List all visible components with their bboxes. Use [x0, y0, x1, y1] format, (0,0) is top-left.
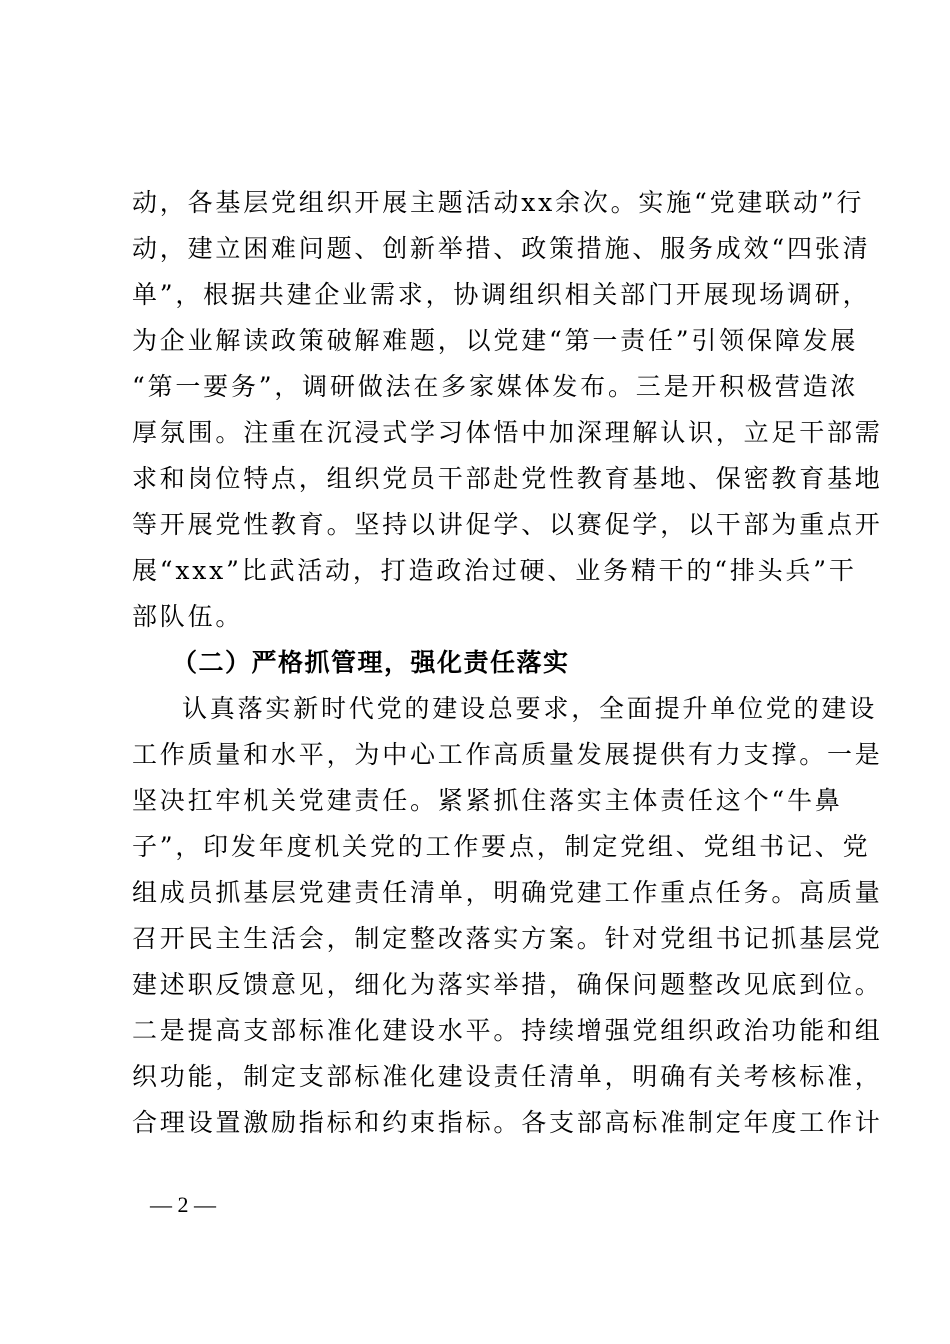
- body-text: [132, 180, 883, 1146]
- paragraph-line: 织功能，制定支部标准化建设责任清单，明确有关考核标准，: [132, 1062, 883, 1091]
- paragraph-line: 二是提高支部标准化建设水平。持续增强党组织政治功能和组: [132, 1016, 883, 1045]
- paragraph-line: 合理设置激励指标和约束指标。各支部高标准制定年度工作计: [132, 1108, 883, 1137]
- paragraph-line: 组成员抓基层党建责任清单，明确党建工作重点任务。高质量: [132, 878, 883, 907]
- paragraph-line: 动，各基层党组织开展主题活动xx余次。实施“党建联动”行: [132, 188, 865, 217]
- paragraph-line: 单”，根据共建企业需求，协调组织相关部门开展现场调研，: [132, 280, 871, 309]
- paragraph-line: “第一要务”，调研做法在多家媒体发布。三是开积极营造浓: [132, 372, 859, 401]
- paragraph-line: 厚氛围。注重在沉浸式学习体悟中加深理解认识，立足干部需: [132, 418, 883, 447]
- paragraph-line: 动，建立困难问题、创新举措、政策措施、服务成效“四张清: [132, 234, 871, 263]
- paragraph-line: 等开展党性教育。坚持以讲促学、以赛促学，以干部为重点开: [132, 510, 883, 539]
- page-number: — 2 —: [150, 1192, 216, 1217]
- paragraph-line: 子”，印发年度机关党的工作要点，制定党组、党组书记、党: [132, 832, 871, 861]
- section-heading: （二）严格抓管理，强化责任落实: [172, 648, 570, 677]
- paragraph-line: 部队伍。: [132, 602, 244, 631]
- paragraph-line: 坚决扛牢机关党建责任。紧紧抓住落实主体责任这个“牛鼻: [132, 786, 843, 815]
- paragraph-line: 工作质量和水平，为中心工作高质量发展提供有力支撑。一是: [132, 740, 883, 769]
- paragraph-line: 求和岗位特点，组织党员干部赴党性教育基地、保密教育基地: [132, 464, 883, 493]
- paragraph-line: 建述职反馈意见，细化为落实举措，确保问题整改见底到位。: [132, 970, 883, 999]
- paragraph-line: 为企业解读政策破解难题，以党建“第一责任”引领保障发展: [132, 326, 859, 355]
- paragraph-line: 召开民主生活会，制定整改落实方案。针对党组书记抓基层党: [132, 924, 883, 953]
- paragraph-line: 认真落实新时代党的建设总要求，全面提升单位党的建设: [182, 694, 878, 723]
- paragraph-line: 展“xxx”比武活动，打造政治过硬、业务精干的“排头兵”干: [132, 556, 857, 585]
